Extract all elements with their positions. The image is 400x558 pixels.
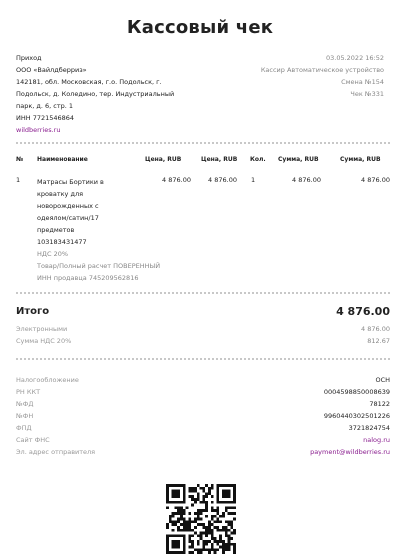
fiscal-value: 0004598850008639 <box>323 388 390 396</box>
electronic-value: 4 876.00 <box>361 325 390 333</box>
fiscal-key: №ФН <box>16 412 34 420</box>
qr-code-icon <box>166 484 236 554</box>
company-name: ООО «Вайлдберриз» <box>16 66 87 74</box>
divider <box>16 142 390 144</box>
item-name-line: Матрасы Бортики в <box>37 178 104 186</box>
item-price-2: 4 876.00 <box>208 176 237 184</box>
fiscal-key: №ФД <box>16 400 34 408</box>
fiscal-value: 78122 <box>369 400 390 408</box>
fns-site-link[interactable]: nalog.ru <box>363 436 390 444</box>
vat-sum-value: 812.67 <box>367 337 390 345</box>
company-inn: ИНН 7721546864 <box>16 114 75 122</box>
receipt-date: 03.05.2022 16:52 <box>325 54 384 62</box>
item-sum-2: 4 876.00 <box>361 176 390 184</box>
fiscal-key: Налогообложение <box>16 376 79 384</box>
item-price-1: 4 876.00 <box>162 176 191 184</box>
address-line-3: парк, д. 6, стр. 1 <box>16 102 74 110</box>
fiscal-key: Эл. адрес отправителя <box>16 448 96 456</box>
address-line-2: Подольск, д. Коледино, тер. Индустриальный <box>16 90 175 98</box>
col-header-sum-2: Сумма, RUB <box>340 156 381 163</box>
cashier: Кассир Автоматическое устройство <box>260 66 384 74</box>
col-header-sum-1: Сумма, RUB <box>278 156 319 163</box>
fiscal-value: 3721824754 <box>348 424 390 432</box>
item-name-line: предметов <box>37 226 75 234</box>
receipt-meta <box>214 52 384 100</box>
col-header-name: Наименование <box>37 156 88 163</box>
item-seller-inn: ИНН продавца 745209562816 <box>37 274 139 282</box>
col-header-qty: Кол. <box>250 156 266 163</box>
item-vat: НДС 20% <box>37 250 69 258</box>
col-header-price-2: Цена, RUB <box>201 156 238 163</box>
fiscal-key: ФПД <box>16 424 32 432</box>
company-site-link[interactable]: wildberries.ru <box>16 126 61 134</box>
vat-sum-label: Сумма НДС 20% <box>16 337 72 345</box>
total-label: Итого <box>16 306 50 317</box>
item-name <box>37 176 161 284</box>
divider <box>16 358 390 360</box>
operation-type: Приход <box>16 54 42 62</box>
fiscal-value: 9960440302501226 <box>323 412 390 420</box>
total-value: 4 876.00 <box>336 305 390 318</box>
fiscal-value: ОСН <box>375 376 390 384</box>
electronic-label: Электронными <box>16 325 68 333</box>
item-name-line: одеялом/сатин/17 <box>37 214 99 222</box>
item-qty: 1 <box>251 176 256 184</box>
divider <box>16 292 390 294</box>
item-payment-type: Товар/Полный расчет ПОВЕРЕННЫЙ <box>37 262 161 270</box>
seller-info <box>16 52 206 136</box>
item-article: 103183431477 <box>37 238 87 246</box>
item-name-line: новорожденных с <box>37 202 99 210</box>
col-header-num: № <box>16 156 24 163</box>
fiscal-key: РН ККТ <box>16 388 41 396</box>
item-name-line: кроватку для <box>37 190 84 198</box>
receipt-number: Чек №331 <box>350 90 384 98</box>
row-num: 1 <box>16 176 21 184</box>
item-sum-1: 4 876.00 <box>292 176 321 184</box>
receipt-title: Кассовый чек <box>126 17 274 38</box>
col-header-price-1: Цена, RUB <box>145 156 182 163</box>
shift-number: Смена №154 <box>341 78 384 86</box>
address-line-1: 142181, обл. Московская, г.о. Подольск, г. <box>16 78 162 86</box>
sender-email-link[interactable]: payment@wildberries.ru <box>310 448 390 456</box>
fiscal-key: Сайт ФНС <box>16 436 50 444</box>
